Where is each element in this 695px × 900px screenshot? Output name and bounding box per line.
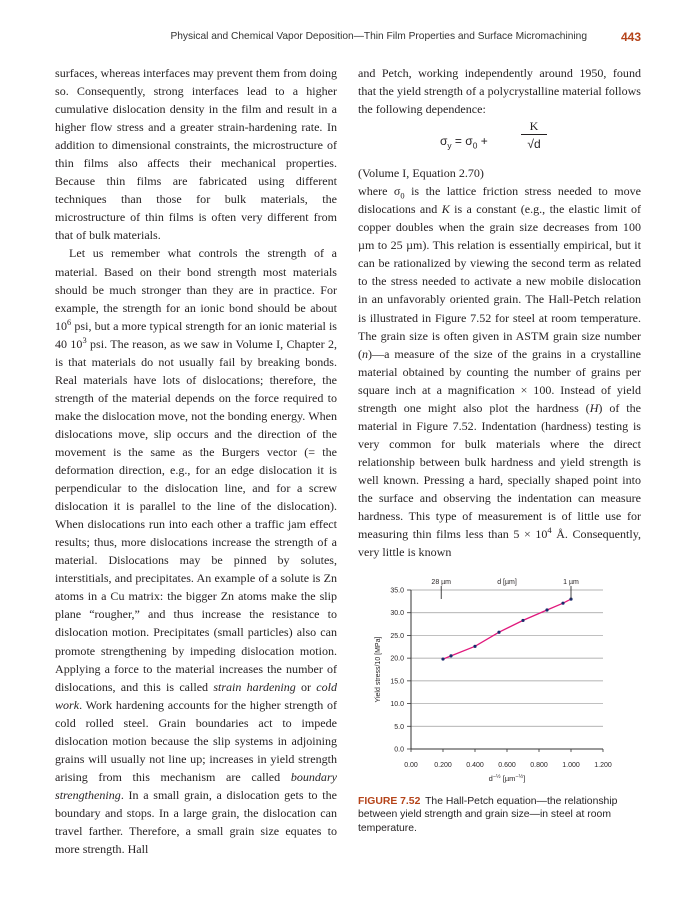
hall-petch-equation xyxy=(358,118,641,164)
figure-caption-text: The Hall-Petch equation—the relationship between yield strength and grain size—in steel at room temperature. xyxy=(358,796,618,834)
right-paragraph-2: where $\sigma_0$ is the lattice friction stress needed to move dislocations and K is a constant (e.g., the elastic limit of copper doubles when the grain size decreases from 100 µm to 25 µm). This relation is essentially empirical, but it can be rationalized by viewing the second term as related to the stress needed to activate a new mobile dislocation in an unfavorably oriented grain. The Hall-Petch relation is illustrated in Figure 7.52 for steel at room temperature. The grain size is often given in ASTM grain size number (n)—a measure of the size of the grains in a crystalline material obtained by counting the number of grains per square inch at a magnification × 100. Instead of yield strength one might also plot the hardness (H) of the material in Figure 7.52. Indentation (hardness) testing is very common for bulk materials where the direct relationship between bulk hardness and yield strength is well known. Pressing a hard, specially shaped point into the surface and observing the indentation can measure hardness. This type of measurement is of little use for measuring thin films less than $5 \times 10^4$ Å. Consequently, very little is known xyxy=(358,184,641,560)
x-label-unit-exponent: −½ xyxy=(515,774,524,780)
figure-label: FIGURE 7.52 xyxy=(358,796,421,807)
right-paragraph-1: and Petch, working independently around 1950, found that the yield strength of a polycrystalline material follows the following dependence: xyxy=(358,66,641,117)
y-tick-label: 30.0 xyxy=(390,610,404,618)
equation-denominator: √d xyxy=(521,134,547,153)
page-number: 443 xyxy=(620,30,641,44)
y-tick-label: 0.0 xyxy=(394,746,404,754)
page-header xyxy=(55,30,641,46)
data-point xyxy=(545,608,548,611)
x-tick-label: 0.400 xyxy=(466,762,484,769)
x-tick-label: 0.00 xyxy=(404,762,418,769)
y-tick-label: 5.0 xyxy=(394,723,404,731)
y-tick-label: 35.0 xyxy=(390,587,404,595)
figure-caption xyxy=(358,795,641,835)
x-tick-label: 1.200 xyxy=(594,762,612,769)
x-tick-label: 1.000 xyxy=(562,762,580,769)
equation-numerator: K xyxy=(529,119,539,134)
x-tick-label: 0.200 xyxy=(434,762,452,769)
equation-fraction xyxy=(521,119,547,153)
top-annotation-label: 1 µm xyxy=(563,579,579,586)
top-annotation-label: 28 µm xyxy=(431,579,452,586)
data-point xyxy=(473,645,476,648)
x-axis-label xyxy=(489,773,526,783)
data-point xyxy=(561,602,564,605)
x-label-unit: [µm xyxy=(500,774,516,783)
left-column xyxy=(55,64,337,858)
right-column xyxy=(358,64,641,561)
data-point xyxy=(441,657,444,660)
data-point xyxy=(497,631,500,634)
y-tick-label: 15.0 xyxy=(390,678,404,686)
y-tick-label: 20.0 xyxy=(390,655,404,663)
left-paragraph-1: surfaces, whereas interfaces may prevent them from doing so. Consequently, strong interfaces lead to a higher cumulative dislocation density in the film and result in a higher flow stress and a greater strain-hardening rate. In addition to dimensional constraints, the microstructure of thin films also affects their mechanical properties. Because thin films are fabricated using different techniques than those for bulk materials, the microstructure of thin films is often very different from that of bulk materials. xyxy=(55,66,337,243)
x-label-unit-close: ] xyxy=(523,774,526,783)
left-paragraph-2: Let us remember what controls the strength of a material. Based on their bond strength most materials should be much stronger than they are in practice. For example, the strength for an ionic bond should be about $10^6$ psi, but a more typical strength for an ionic material is 40 $10^3$ psi. The reason, as we saw in Volume I, Chapter 2, is that materials do not usually fail by breaking bonds. Real materials have lots of dislocations; therefore, the strength of the material depends on the force required to make the dislocation move, not the bonding energy. When dislocations move, slip occurs and the direction of the movement is the same as the Burgers vector (= the deformation direction, e.g., for an edge dislocation it is perpendicular to the dislocation line, and for a screw dislocation it is parallel to the line of the dislocation). When dislocations run into each other a traffic jam effect results; thus, more dislocations increase the strength of a material. Dislocations may be pinned by solutes, interstitials, and precipitates. An example of a solute is Zn atoms in a Cu matrix: the bigger Zn atoms make the slip plane “rougher,” and thus increase the resistance to dislocation motion. Precipitates (small particles) also can promote strengthening by impeding dislocation motion. Applying a force to the material increases the number of dislocations, and this is called strain hardening or cold work. Work hardening accounts for the higher strength of cold rolled steel. Grain boundaries act to impede dislocation motion because the slip systems in adjoining grains will usually not line up; increases in yield strength arising from this mechanism are called boundary strengthening. In a small grain, a dislocation gets to the boundary and stops. In a large grain, the dislocation can travel farther. Therefore, a small grain size equates to more strength. Hall xyxy=(55,246,337,857)
y-axis-label: Yield stress/10 [MPa] xyxy=(375,636,382,703)
y-tick-label: 25.0 xyxy=(390,632,404,640)
equation-lhs: $\sigma_y = \sigma_0$ + xyxy=(440,134,488,151)
data-point xyxy=(521,619,524,622)
x-label-exponent: −½ xyxy=(492,774,501,780)
hall-petch-chart xyxy=(358,576,641,791)
x-label-base: d xyxy=(488,774,493,783)
y-tick-label: 10.0 xyxy=(390,701,404,709)
chart-svg xyxy=(358,576,641,791)
running-title: Physical and Chemical Vapor Deposition—Thin Film Properties and Surface Micromachining xyxy=(170,31,587,42)
series-line-steel xyxy=(443,599,571,659)
top-axis-label: d [µm] xyxy=(497,579,517,586)
equation-reference: (Volume I, Equation 2.70) xyxy=(358,166,484,181)
x-tick-label: 0.600 xyxy=(498,762,516,769)
x-tick-label: 0.800 xyxy=(530,762,548,769)
data-point xyxy=(449,654,452,657)
